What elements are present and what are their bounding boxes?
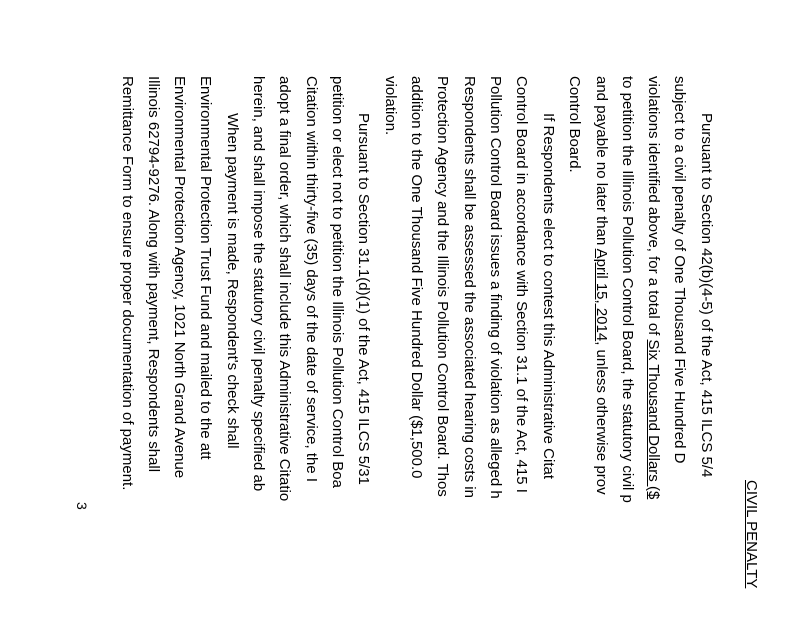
text-line: When payment is made, Respondent's check shall xyxy=(224,113,241,449)
text-line: adopt a final order, which shall include this Administrative Citatio xyxy=(276,76,293,502)
text-line: to petition the Illinois Pollution Control Board, the statutory civil p xyxy=(619,76,636,503)
text-line: petition or elect not to petition the Illinois Pollution Control Boa xyxy=(329,76,346,488)
text-line: Environmental Protection Trust Fund and mailed to the att xyxy=(197,76,214,460)
text-line: Pollution Control Board issues a finding of violation as alleged h xyxy=(487,76,504,499)
text-line: herein, and shall impose the statutory civil penalty specified ab xyxy=(250,76,267,492)
text-line: Control Board in accordance with Section 31.1 of the Act, 415 I xyxy=(513,76,530,493)
text-line: violation. xyxy=(382,76,399,136)
text-line: Illinois 62794-9276. Along with payment, Respondents shall xyxy=(145,76,162,473)
text-line: addition to the One Thousand Five Hundred Dollar ($1,500.0 xyxy=(408,76,425,479)
text-line: Remittance Form to ensure proper documentation of payment. xyxy=(119,76,136,491)
text-line: violations identified above, for a total of Six Thousand Dollars ($ xyxy=(645,76,662,500)
text-line: Control Board. xyxy=(566,76,583,173)
text-line: Environmental Protection Agency, 1021 North Grand Avenue xyxy=(171,76,188,479)
text-line: Respondents shall be assessed the associated hearing costs in xyxy=(461,76,478,498)
section-heading: CIVIL PENALTY xyxy=(743,480,760,589)
text-line: and payable no later than April 15, 2014, unless otherwise prov xyxy=(593,76,610,495)
page-number: 3 xyxy=(74,502,90,510)
text-line: Protection Agency and the Illinois Pollution Control Board. Thos xyxy=(434,76,451,497)
text-line: If Respondents elect to contest this Administrative Citat xyxy=(540,113,557,480)
text-line: Pursuant to Section 31.1(d)(1) of the Act, 415 ILCS 5/31 xyxy=(355,113,372,485)
text-line: subject to a civil penalty of One Thousand Five Hundred D xyxy=(671,76,688,464)
text-line: Pursuant to Section 42(b)(4-5) of the Act, 415 ILCS 5/4 xyxy=(698,113,715,478)
text-line: Citation within thirty-five (35) days of the date of service, the I xyxy=(303,76,320,483)
